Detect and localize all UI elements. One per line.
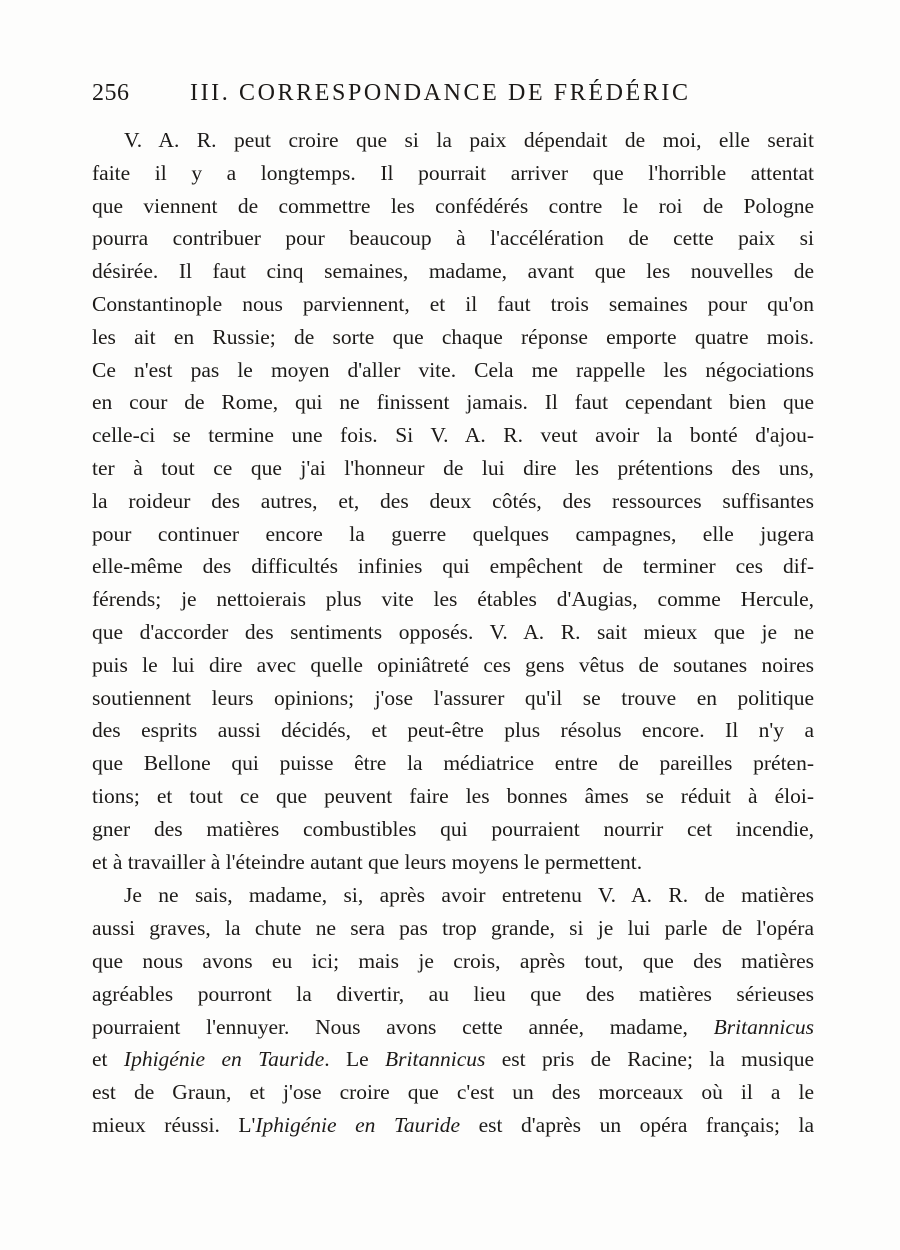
text-line: que viennent de commettre les confédérés contre le roi de Pologne xyxy=(92,193,814,218)
text-line: des esprits aussi décidés, et peut-être plus résolus encore. Il n'y a xyxy=(92,718,814,743)
text-line: Ce n'est pas le moyen d'aller vite. Cela me rappelle les négociations xyxy=(92,357,814,382)
text-line: ter à tout ce que j'ai l'honneur de lui dire les prétentions des uns, xyxy=(92,455,814,480)
text-fragment: . Le xyxy=(324,1047,369,1072)
text-line: puis le lui dire avec quelle opiniâtreté ces gens vêtus de soutanes noires xyxy=(92,652,814,677)
running-title: III. CORRESPONDANCE DE FRÉDÉRIC xyxy=(190,80,691,106)
text-line: pour continuer encore la guerre quelques campagnes, elle jugera xyxy=(92,521,814,546)
text-fragment: et xyxy=(92,1047,108,1072)
text-line: que Bellone qui puisse être la médiatrice entre de pareilles préten- xyxy=(92,751,814,776)
text-line: soutiennent leurs opinions; j'ose l'assurer qu'il se trouve en politique xyxy=(92,685,814,710)
text-line: celle-ci se termine une fois. Si V. A. R. veut avoir la bonté d'ajou- xyxy=(92,423,814,448)
italic-title: Iphigénie en Tauride xyxy=(255,1112,461,1137)
text-line: pourra contribuer pour beaucoup à l'accélération de cette paix si xyxy=(92,226,814,251)
text-line: que nous avons eu ici; mais je crois, après tout, que des matières xyxy=(92,948,814,973)
text-line: V. A. R. peut croire que si la paix dépendait de moi, elle serait xyxy=(124,128,814,152)
italic-title: Britannicus xyxy=(385,1047,486,1072)
text-line-with-italic xyxy=(92,1109,814,1142)
text-line: que d'accorder des sentiments opposés. V. A. R. sait mieux que je ne xyxy=(92,619,814,644)
text-line: en cour de Rome, qui ne finissent jamais. Il faut cependant bien que xyxy=(92,390,814,415)
text-line: tions; et tout ce que peuvent faire les bonnes âmes se réduit à éloi- xyxy=(92,783,814,808)
text-line: les ait en Russie; de sorte que chaque réponse emporte quatre mois. xyxy=(92,324,814,349)
text-line: elle-même des difficultés infinies qui empêchent de terminer ces dif- xyxy=(92,554,814,579)
italic-title: Britannicus xyxy=(713,1014,815,1039)
text-line: férends; je nettoierais plus vite les étables d'Augias, comme Hercule, xyxy=(92,587,814,612)
text-line: agréables pourront la divertir, au lieu que des matières sérieuses xyxy=(92,981,814,1006)
text-fragment: est pris de Racine; la musique xyxy=(501,1047,815,1072)
running-head xyxy=(92,80,812,114)
text-line: et à travailler à l'éteindre autant que leurs moyens le permettent. xyxy=(92,849,643,874)
page-number: 256 xyxy=(92,80,130,106)
text-fragment: est d'après un opéra français; la xyxy=(478,1112,814,1137)
italic-title: Iphigénie en Tauride xyxy=(123,1047,325,1072)
text-line: désirée. Il faut cinq semaines, madame, avant que les nouvelles de xyxy=(92,259,814,284)
text-line: gner des matières combustibles qui pourraient nourrir cet incendie, xyxy=(92,816,814,841)
text-line: Constantinople nous parviennent, et il faut trois semaines pour qu'on xyxy=(92,291,814,316)
text-line-with-italic xyxy=(92,1011,814,1044)
text-fragment: mieux réussi. L' xyxy=(92,1112,256,1137)
text-line: est de Graun, et j'ose croire que c'est un des morceaux où il a le xyxy=(92,1080,814,1105)
text-line: la roideur des autres, et, des deux côtés, des ressources suffisantes xyxy=(92,488,814,513)
text-fragment: pourraient l'ennuyer. Nous avons cette année, madame, xyxy=(92,1014,688,1039)
text-line: aussi graves, la chute ne sera pas trop grande, si je lui parle de l'opéra xyxy=(92,916,814,941)
text-line: Je ne sais, madame, si, après avoir entretenu V. A. R. de matières xyxy=(124,883,814,908)
text-line-with-italic xyxy=(92,1043,814,1076)
body-text xyxy=(92,124,814,1142)
text-line: faite il y a longtemps. Il pourrait arriver que l'horrible attentat xyxy=(92,160,814,185)
